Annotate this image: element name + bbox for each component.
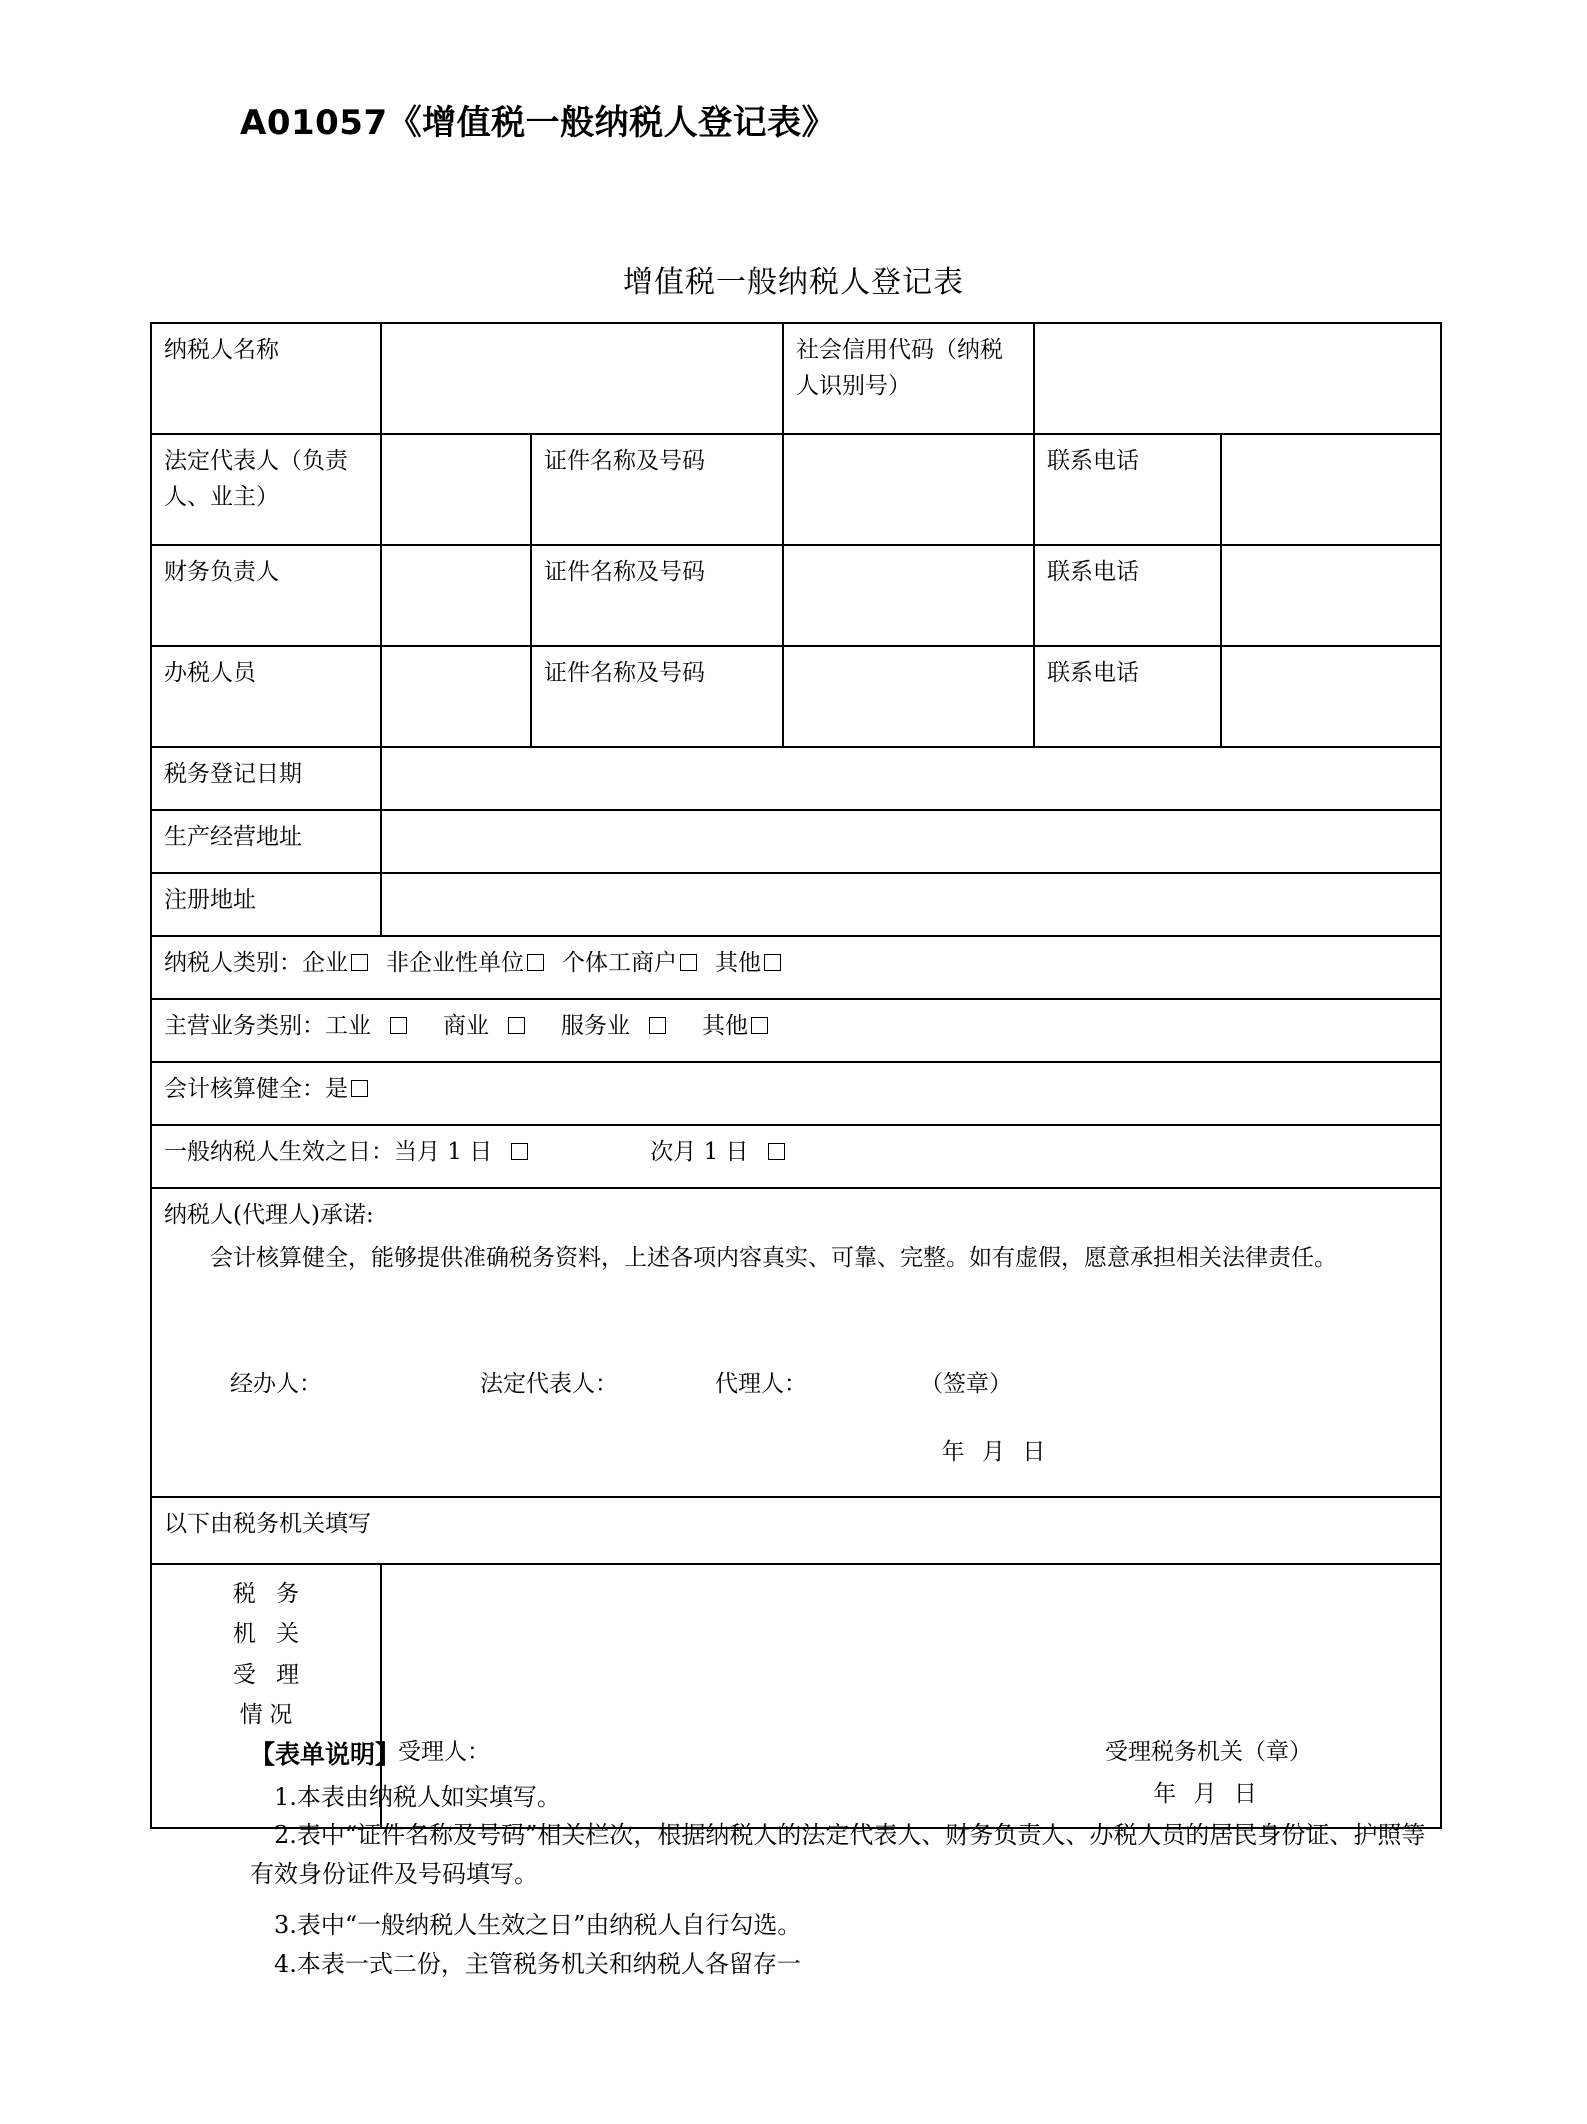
taxpayer-type-option-non-enterprise-label: 非企业性单位 (386, 950, 524, 976)
checkbox-icon[interactable] (764, 954, 781, 971)
business-address-label: 生产经营地址 (151, 810, 381, 873)
authority-vertical-line-4: 情况 (239, 1701, 299, 1728)
registered-address-label: 注册地址 (151, 873, 381, 936)
taxpayer-name-label: 纳税人名称 (151, 323, 381, 434)
checkbox-icon[interactable] (390, 1017, 407, 1034)
taxpayer-type-option-other-label: 其他 (715, 950, 761, 976)
legal-rep-label: 法定代表人（负责人、业主） (151, 434, 381, 545)
table-row-authority-note (151, 1497, 1441, 1564)
main-business-option-commerce-label: 商业 (443, 1013, 489, 1039)
promise-date-line[interactable]: 年 月 日 (941, 1439, 1051, 1465)
table-row-main-business (151, 999, 1441, 1062)
checkbox-icon[interactable] (768, 1143, 785, 1160)
table-row-legal-representative (151, 434, 1441, 545)
taxpayer-type-label: 纳税人类别： (164, 950, 302, 976)
signer-operator[interactable]: 经办人： (230, 1371, 322, 1397)
business-address-value[interactable] (381, 810, 1441, 873)
signature-row (152, 1367, 1440, 1403)
finance-head-id-value[interactable] (783, 545, 1034, 646)
main-business-option-industry[interactable] (325, 1013, 409, 1039)
tax-clerk-value[interactable] (381, 646, 531, 747)
form-instruction-item-1: 1.本表由纳税人如实填写。 (274, 1782, 561, 1811)
registration-date-value[interactable] (381, 747, 1441, 810)
signature-seal-hint: （签章） (920, 1371, 1012, 1397)
checkbox-icon[interactable] (649, 1017, 666, 1034)
table-row-business-address (151, 810, 1441, 873)
form-title: 增值税一般纳税人登记表 (623, 265, 964, 300)
table-row-effective-date (151, 1125, 1441, 1188)
signer-agent[interactable]: 代理人： (715, 1371, 807, 1397)
effective-date-cell (151, 1125, 1441, 1188)
acceptor-label[interactable]: 受理人： (398, 1739, 490, 1766)
vat-general-taxpayer-registration-table (150, 322, 1442, 1829)
document-code-title: A01057《增值税一般纳税人登记表》 (240, 103, 837, 143)
accounting-sound-label: 会计核算健全： (164, 1076, 325, 1102)
promise-body: 会计核算健全，能够提供准确税务资料，上述各项内容真实、可靠、完整。如有虚假，愿意承担相关法律责任。 (210, 1244, 1337, 1271)
table-row-taxpayer-type (151, 936, 1441, 999)
table-row-promise (151, 1188, 1441, 1497)
legal-rep-phone-label: 联系电话 (1034, 434, 1221, 545)
promise-heading: 纳税人(代理人)承诺: (164, 1202, 374, 1228)
authority-vertical-line-2: 机 关 (232, 1621, 306, 1648)
main-business-option-other-label: 其他 (702, 1013, 748, 1039)
table-row-registration-date (151, 747, 1441, 810)
form-instruction-item-3: 3.表中“一般纳税人生效之日”由纳税人自行勾选。 (274, 1911, 802, 1940)
tax-clerk-id-value[interactable] (783, 646, 1034, 747)
form-instructions-title: 【表单说明】 (250, 1740, 401, 1769)
tax-clerk-phone-label: 联系电话 (1034, 646, 1221, 747)
table-row-tax-clerk (151, 646, 1441, 747)
effective-date-option-next-month[interactable] (650, 1139, 786, 1165)
taxpayer-type-option-other[interactable] (715, 950, 783, 976)
legal-rep-id-value[interactable] (783, 434, 1034, 545)
taxpayer-type-option-individual-label: 个体工商户 (562, 950, 677, 976)
accounting-sound-option-yes-label: 是 (325, 1076, 348, 1102)
spacer (250, 1894, 1430, 1906)
taxpayer-type-option-individual[interactable] (562, 950, 699, 976)
credit-code-value[interactable] (1034, 323, 1441, 434)
checkbox-icon[interactable] (751, 1017, 768, 1034)
taxpayer-type-cell (151, 936, 1441, 999)
checkbox-icon[interactable] (511, 1143, 528, 1160)
finance-head-label: 财务负责人 (151, 545, 381, 646)
checkbox-icon[interactable] (351, 954, 368, 971)
table-row-registered-address (151, 873, 1441, 936)
tax-clerk-label: 办税人员 (151, 646, 381, 747)
tax-clerk-phone-value[interactable] (1221, 646, 1441, 747)
taxpayer-type-option-enterprise[interactable] (302, 950, 370, 976)
checkbox-icon[interactable] (351, 1080, 368, 1097)
finance-head-value[interactable] (381, 545, 531, 646)
main-business-cell (151, 999, 1441, 1062)
main-business-option-service-label: 服务业 (561, 1013, 630, 1039)
effective-date-option-next-month-label: 次月 1 日 (650, 1139, 749, 1165)
form-instruction-item-4: 4.本表一式二份，主管税务机关和纳税人各留存一 (274, 1950, 801, 1978)
finance-head-id-label: 证件名称及号码 (531, 545, 783, 646)
registration-date-label: 税务登记日期 (151, 747, 381, 810)
effective-date-option-current-month-label: 当月 1 日 (394, 1139, 493, 1165)
credit-code-label: 社会信用代码（纳税人识别号） (783, 323, 1034, 434)
checkbox-icon[interactable] (527, 954, 544, 971)
accounting-sound-cell (151, 1062, 1441, 1125)
effective-date-option-current-month[interactable] (394, 1139, 530, 1165)
registered-address-value[interactable] (381, 873, 1441, 936)
main-business-option-other[interactable] (702, 1013, 770, 1039)
table-row-taxpayer-name (151, 323, 1441, 434)
checkbox-icon[interactable] (508, 1017, 525, 1034)
main-business-option-commerce[interactable] (443, 1013, 527, 1039)
authority-vertical-line-1: 税 务 (232, 1581, 306, 1607)
form-instruction-item-2: 2.表中“证件名称及号码”相关栏次，根据纳税人的法定代表人、财务负责人、办税人员的居民身份证、护照等有效身份证件及号码填写。 (250, 1821, 1426, 1889)
finance-head-phone-value[interactable] (1221, 545, 1441, 646)
legal-rep-value[interactable] (381, 434, 531, 545)
taxpayer-name-value[interactable] (381, 323, 783, 434)
authority-date-line[interactable]: 年 月 日 (1153, 1781, 1262, 1808)
form-instructions (250, 1735, 1430, 1984)
effective-date-label: 一般纳税人生效之日： (164, 1139, 394, 1165)
main-business-label: 主营业务类别： (164, 1013, 325, 1039)
authority-vertical-line-3: 受 理 (232, 1661, 306, 1688)
legal-rep-phone-value[interactable] (1221, 434, 1441, 545)
main-business-option-service[interactable] (561, 1013, 668, 1039)
legal-rep-id-label: 证件名称及号码 (531, 434, 783, 545)
promise-cell (151, 1188, 1441, 1497)
taxpayer-type-option-non-enterprise[interactable] (386, 950, 546, 976)
main-business-option-industry-label: 工业 (325, 1013, 371, 1039)
accounting-sound-option-yes[interactable] (325, 1076, 370, 1102)
taxpayer-type-option-enterprise-label: 企业 (302, 950, 348, 976)
accepting-authority-seal-label: 受理税务机关（章） (1105, 1739, 1312, 1766)
checkbox-icon[interactable] (680, 954, 697, 971)
table-row-finance-head (151, 545, 1441, 646)
finance-head-phone-label: 联系电话 (1034, 545, 1221, 646)
authority-note-cell: 以下由税务机关填写 (151, 1497, 1441, 1564)
table-row-accounting-sound (151, 1062, 1441, 1125)
signer-legal-representative[interactable]: 法定代表人： (480, 1371, 618, 1397)
tax-clerk-id-label: 证件名称及号码 (531, 646, 783, 747)
